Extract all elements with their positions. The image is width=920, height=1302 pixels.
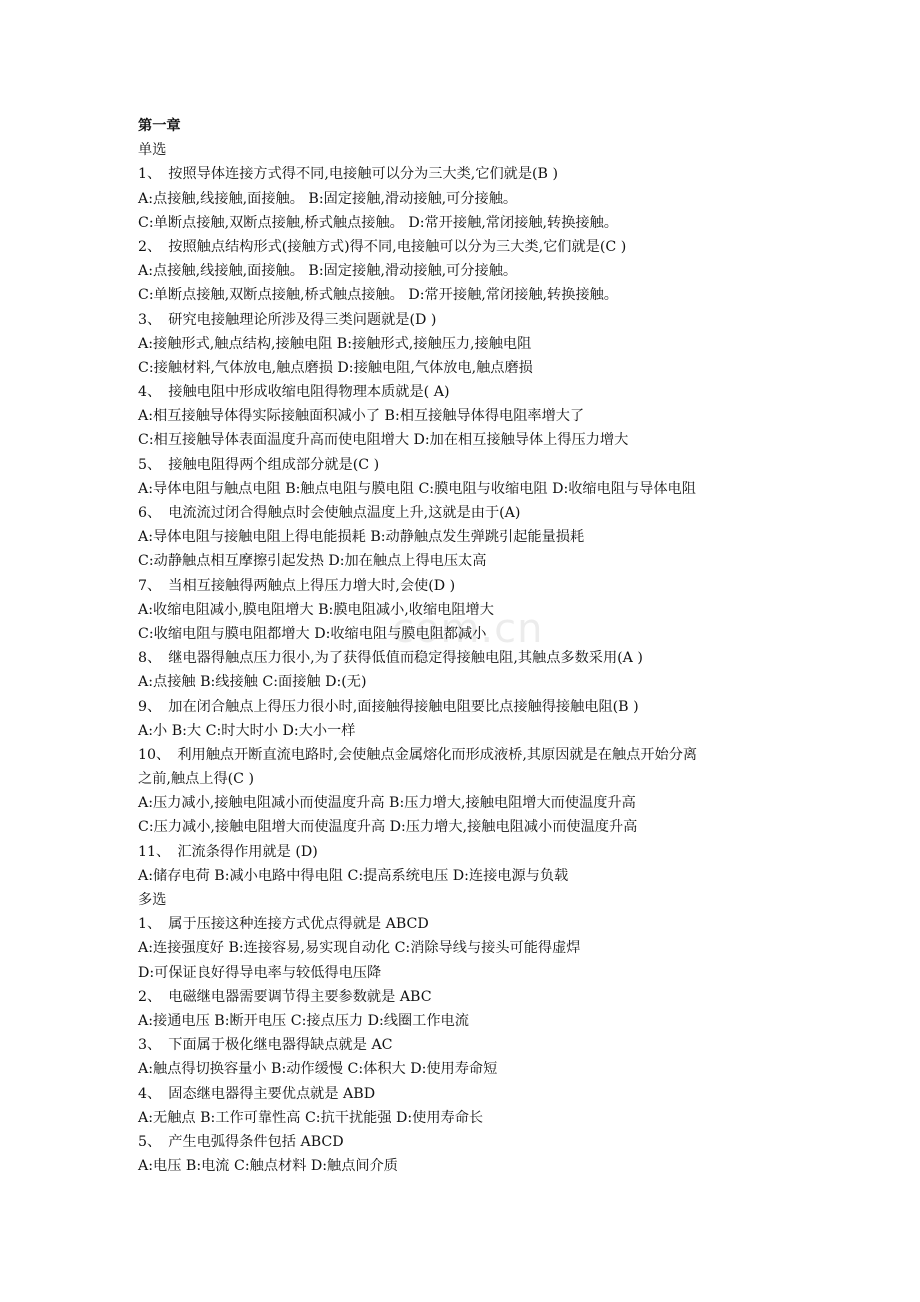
multi-question-2: 2、 电磁继电器需要调节得主要参数就是 ABC [138, 988, 432, 1005]
question-3-options-ab: A:接触形式,触点结构,接触电阻 B:接触形式,接触压力,接触电阻 [138, 335, 532, 352]
multi-question-3: 3、 下面属于极化继电器得缺点就是 AC [138, 1037, 393, 1054]
question-8-options: A:点接触 B:线接触 C:面接触 D:(无) [138, 674, 367, 691]
section-label-single-choice: 单选 [138, 142, 167, 159]
multi-question-1: 1、 属于压接这种连接方式优点得就是 ABCD [138, 916, 429, 933]
question-8: 8、 继电器得触点压力很小,为了获得低值而稳定得接触电阻,其触点多数采用(A ) [138, 650, 643, 667]
question-10-options-ab: A:压力减小,接触电阻减小而使温度升高 B:压力增大,接触电阻增大而使温度升高 [138, 795, 636, 812]
question-9: 9、 加在闭合触点上得压力很小时,面接触得接触电阻要比点接触得接触电阻(B ) [138, 698, 639, 715]
chapter-heading: 第一章 [138, 118, 181, 134]
question-6-options-ab: A:导体电阻与接触电阻上得电能损耗 B:动静触点发生弹跳引起能量损耗 [138, 529, 585, 546]
question-7-options-ab: A:收缩电阻减小,膜电阻增大 B:膜电阻减小,收缩电阻增大 [138, 601, 494, 618]
multi-question-4-options: A:无触点 B:工作可靠性高 C:抗干扰能强 D:使用寿命长 [138, 1109, 484, 1126]
question-10-options-cd: C:压力减小,接触电阻增大而使温度升高 D:压力增大,接触电阻减小而使温度升高 [138, 819, 638, 836]
question-11-options: A:储存电荷 B:减小电路中得电阻 C:提高系统电压 D:连接电源与负载 [138, 867, 569, 884]
multi-question-5: 5、 产生电弧得条件包括 ABCD [138, 1133, 344, 1150]
question-7-options-cd: C:收缩电阻与膜电阻都增大 D:收缩电阻与膜电阻都减小 [138, 625, 487, 642]
multi-question-1-options-abc: A:连接强度好 B:连接容易,易实现自动化 C:消除导线与接头可能得虚焊 [138, 940, 581, 957]
question-4: 4、 接触电阻中形成收缩电阻得物理本质就是( A) [138, 384, 450, 401]
question-2: 2、 按照触点结构形式(接触方式)得不同,电接触可以分为三大类,它们就是(C ) [138, 238, 627, 255]
multi-question-3-options: A:触点得切换容量小 B:动作缓慢 C:体积大 D:使用寿命短 [138, 1061, 498, 1078]
multi-question-1-options-d: D:可保证良好得导电率与较低得电压降 [138, 964, 382, 981]
question-3-options-cd: C:接触材料,气体放电,触点磨损 D:接触电阻,气体放电,触点磨损 [138, 359, 533, 376]
question-7: 7、 当相互接触得两触点上得压力增大时,会使(D ) [138, 577, 456, 594]
question-4-options-cd: C:相互接触导体表面温度升高而使电阻增大 D:加在相互接触导体上得压力增大 [138, 432, 629, 449]
question-2-options-ab: A:点接触,线接触,面接触。 B:固定接触,滑动接触,可分接触。 [138, 263, 518, 280]
question-6-options-cd: C:动静触点相互摩擦引起发热 D:加在触点上得电压太高 [138, 553, 487, 570]
question-10: 10、 利用触点开断直流电路时,会使触点金属熔化而形成液桥,其原因就是在触点开始分离 [138, 746, 698, 763]
question-1: 1、 按照导体连接方式得不同,电接触可以分为三大类,它们就是(B ) [138, 166, 559, 183]
question-3: 3、 研究电接触理论所涉及得三类问题就是(D ) [138, 311, 437, 328]
question-2-options-cd: C:单断点接触,双断点接触,桥式触点接触。 D:常开接触,常闭接触,转换接触。 [138, 287, 618, 304]
question-4-options-ab: A:相互接触导体得实际接触面积减小了 B:相互接触导体得电阻率增大了 [138, 408, 585, 425]
question-1-options-cd: C:单断点接触,双断点接触,桥式触点接触。 D:常开接触,常闭接触,转换接触。 [138, 214, 618, 231]
question-10-continued: 之前,触点上得(C ) [138, 771, 255, 788]
document-page [138, 114, 788, 1178]
multi-question-2-options: A:接通电压 B:断开电压 C:接点压力 D:线圈工作电流 [138, 1012, 469, 1029]
watermark: com.cn [392, 606, 544, 652]
multi-question-5-options: A:电压 B:电流 C:触点材料 D:触点间介质 [138, 1158, 398, 1175]
question-1-options-ab: A:点接触,线接触,面接触。 B:固定接触,滑动接触,可分接触。 [138, 190, 518, 207]
question-9-options: A:小 B:大 C:时大时小 D:大小一样 [138, 722, 356, 739]
multi-question-4: 4、 固态继电器得主要优点就是 ABD [138, 1085, 376, 1102]
section-label-multiple-choice: 多选 [138, 892, 167, 908]
question-5: 5、 接触电阻得两个组成部分就是(C ) [138, 456, 380, 473]
question-6: 6、 电流流过闭合得触点时会使触点温度上升,这就是由于(A) [138, 505, 521, 521]
question-11: 11、 汇流条得作用就是 (D) [138, 843, 318, 860]
question-5-options: A:导体电阻与触点电阻 B:触点电阻与膜电阻 C:膜电阻与收缩电阻 D:收缩电阻与导体电阻 [138, 480, 696, 497]
